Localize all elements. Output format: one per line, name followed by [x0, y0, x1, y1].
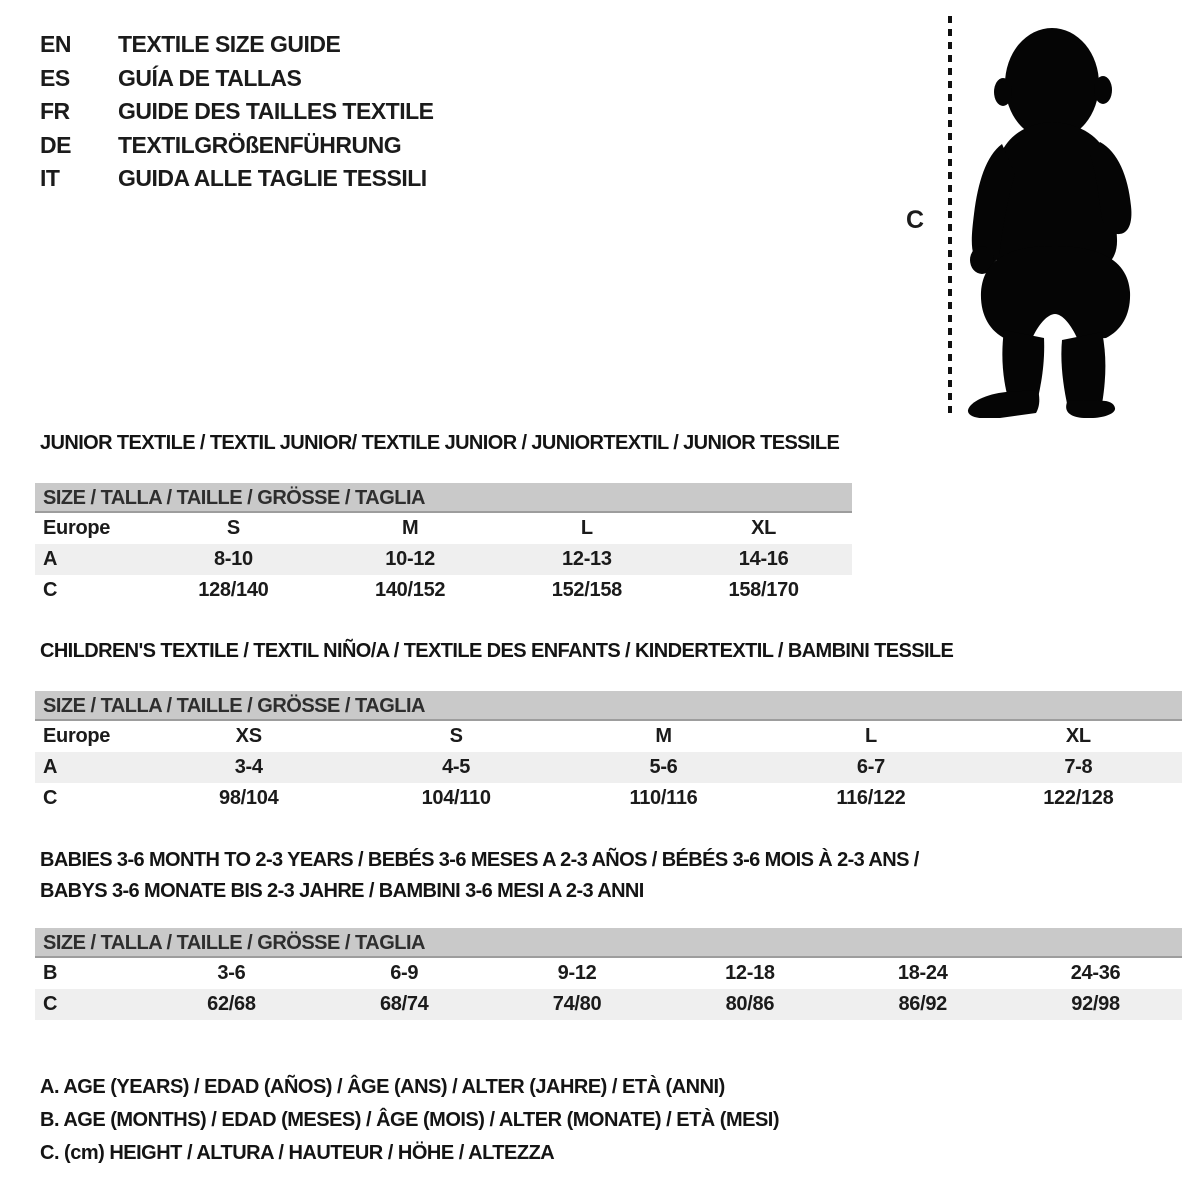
row-label: A	[43, 548, 58, 570]
size-cell: 80/86	[725, 993, 775, 1015]
language-code: IT	[40, 165, 60, 191]
size-cell: 12-13	[562, 548, 612, 570]
junior-size-table	[35, 483, 852, 606]
children-size-table	[35, 691, 1182, 814]
size-cell: 5-6	[649, 756, 678, 778]
babies-title-line1: BABIES 3-6 MONTH TO 2-3 YEARS / BEBÉS 3-6 MESES A 2-3 AÑOS / BÉBÉS 3-6 MOIS À 2-3 ANS /	[40, 849, 919, 871]
guide-title: GUIDA ALLE TAGLIE TESSILI	[118, 165, 427, 191]
size-cell: XL	[751, 517, 777, 539]
size-row-months	[35, 958, 1182, 989]
size-cell: S	[226, 517, 240, 539]
size-cell: 110/116	[629, 787, 698, 809]
size-cell: 92/98	[1071, 993, 1120, 1015]
size-cell: 158/170	[728, 579, 799, 601]
baby-silhouette-icon	[958, 14, 1154, 418]
size-cell: 128/140	[198, 579, 269, 601]
size-cell: 4-5	[442, 756, 471, 778]
size-row-europe	[35, 513, 852, 544]
size-cell: 86/92	[898, 993, 947, 1015]
language-row	[40, 95, 434, 129]
size-cell: M	[401, 517, 419, 539]
language-row	[40, 129, 434, 163]
size-cell: 10-12	[385, 548, 435, 570]
junior-section-title: JUNIOR TEXTILE / TEXTIL JUNIOR/ TEXTILE JUNIOR / JUNIORTEXTIL / JUNIOR TESSILE	[40, 432, 840, 454]
size-cell: 6-9	[390, 962, 419, 984]
language-code: EN	[40, 31, 71, 57]
size-cell: 140/152	[375, 579, 446, 601]
size-row-age	[35, 544, 852, 575]
row-label: Europe	[43, 517, 111, 539]
size-cell: 9-12	[557, 962, 597, 984]
size-row-height	[35, 783, 1182, 814]
language-code: DE	[40, 131, 71, 158]
size-cell: 6-7	[856, 756, 885, 778]
size-cell: 98/104	[219, 787, 279, 809]
size-cell: L	[580, 517, 593, 539]
size-cell: 152/158	[551, 579, 622, 601]
height-dashed-line	[948, 16, 952, 416]
legend-line-b: B. AGE (MONTHS) / EDAD (MESES) / ÂGE (MOIS) / ALTER (MONATE) / ETÀ (MESI)	[40, 1109, 780, 1131]
size-cell: 3-4	[234, 756, 263, 778]
size-table-header: SIZE / TALLA / TAILLE / GRÖSSE / TAGLIA	[35, 928, 1182, 958]
size-cell: 7-8	[1064, 756, 1093, 778]
guide-title: TEXTILGRÖßENFÜHRUNG	[118, 131, 402, 158]
size-table-header: SIZE / TALLA / TAILLE / GRÖSSE / TAGLIA	[35, 691, 1182, 721]
babies-size-table	[35, 928, 1182, 1020]
children-section-title: CHILDREN'S TEXTILE / TEXTIL NIÑO/A / TEXTILE DES ENFANTS / KINDERTEXTIL / BAMBINI TESSILE	[40, 640, 954, 662]
size-cell: S	[449, 725, 463, 747]
size-cell: 104/110	[421, 787, 491, 809]
language-row	[40, 162, 434, 196]
size-cell: 12-18	[725, 962, 775, 984]
size-cell: 116/122	[836, 787, 906, 809]
size-cell: M	[655, 725, 672, 747]
size-row-age	[35, 752, 1182, 783]
row-label: Europe	[43, 725, 111, 747]
size-row-europe	[35, 721, 1182, 752]
size-cell: 14-16	[738, 548, 789, 570]
size-cell: 8-10	[213, 548, 253, 570]
size-cell: 18-24	[897, 962, 948, 984]
size-table-header: SIZE / TALLA / TAILLE / GRÖSSE / TAGLIA	[35, 483, 852, 513]
measure-legend	[40, 1071, 779, 1170]
babies-title-line2: BABYS 3-6 MONATE BIS 2-3 JAHRE / BAMBINI 3-6 MESI A 2-3 ANNI	[40, 880, 644, 902]
size-cell: 3-6	[217, 962, 246, 984]
size-cell: XL	[1065, 725, 1091, 747]
size-cell: 74/80	[552, 993, 602, 1015]
size-row-height	[35, 575, 852, 606]
size-cell: 68/74	[379, 993, 429, 1015]
row-label: C	[43, 787, 58, 809]
row-label: B	[43, 962, 58, 984]
size-cell: L	[864, 725, 877, 747]
size-cell: 122/128	[1043, 787, 1114, 809]
legend-line-c: C. (cm) HEIGHT / ALTURA / HAUTEUR / HÖHE / ALTEZZA	[40, 1142, 555, 1164]
guide-title: GUIDE DES TAILLES TEXTILE	[118, 98, 434, 124]
size-cell: XS	[235, 725, 262, 747]
size-cell: 24-36	[1070, 962, 1121, 984]
babies-section-title	[40, 845, 919, 907]
guide-title: GUÍA DE TALLAS	[118, 64, 302, 91]
language-title-list	[40, 28, 434, 196]
language-row	[40, 28, 434, 62]
size-row-height	[35, 989, 1182, 1020]
legend-line-a: A. AGE (YEARS) / EDAD (AÑOS) / ÂGE (ANS) / ALTER (JAHRE) / ETÀ (ANNI)	[40, 1076, 725, 1098]
size-cell: 62/68	[207, 993, 256, 1015]
row-label: C	[43, 993, 58, 1015]
language-code: FR	[40, 98, 70, 124]
row-label: C	[43, 579, 58, 601]
guide-title: TEXTILE SIZE GUIDE	[118, 31, 341, 57]
language-code: ES	[40, 64, 70, 91]
height-measure-label: C	[906, 206, 925, 234]
row-label: A	[43, 756, 58, 778]
language-row	[40, 62, 434, 96]
